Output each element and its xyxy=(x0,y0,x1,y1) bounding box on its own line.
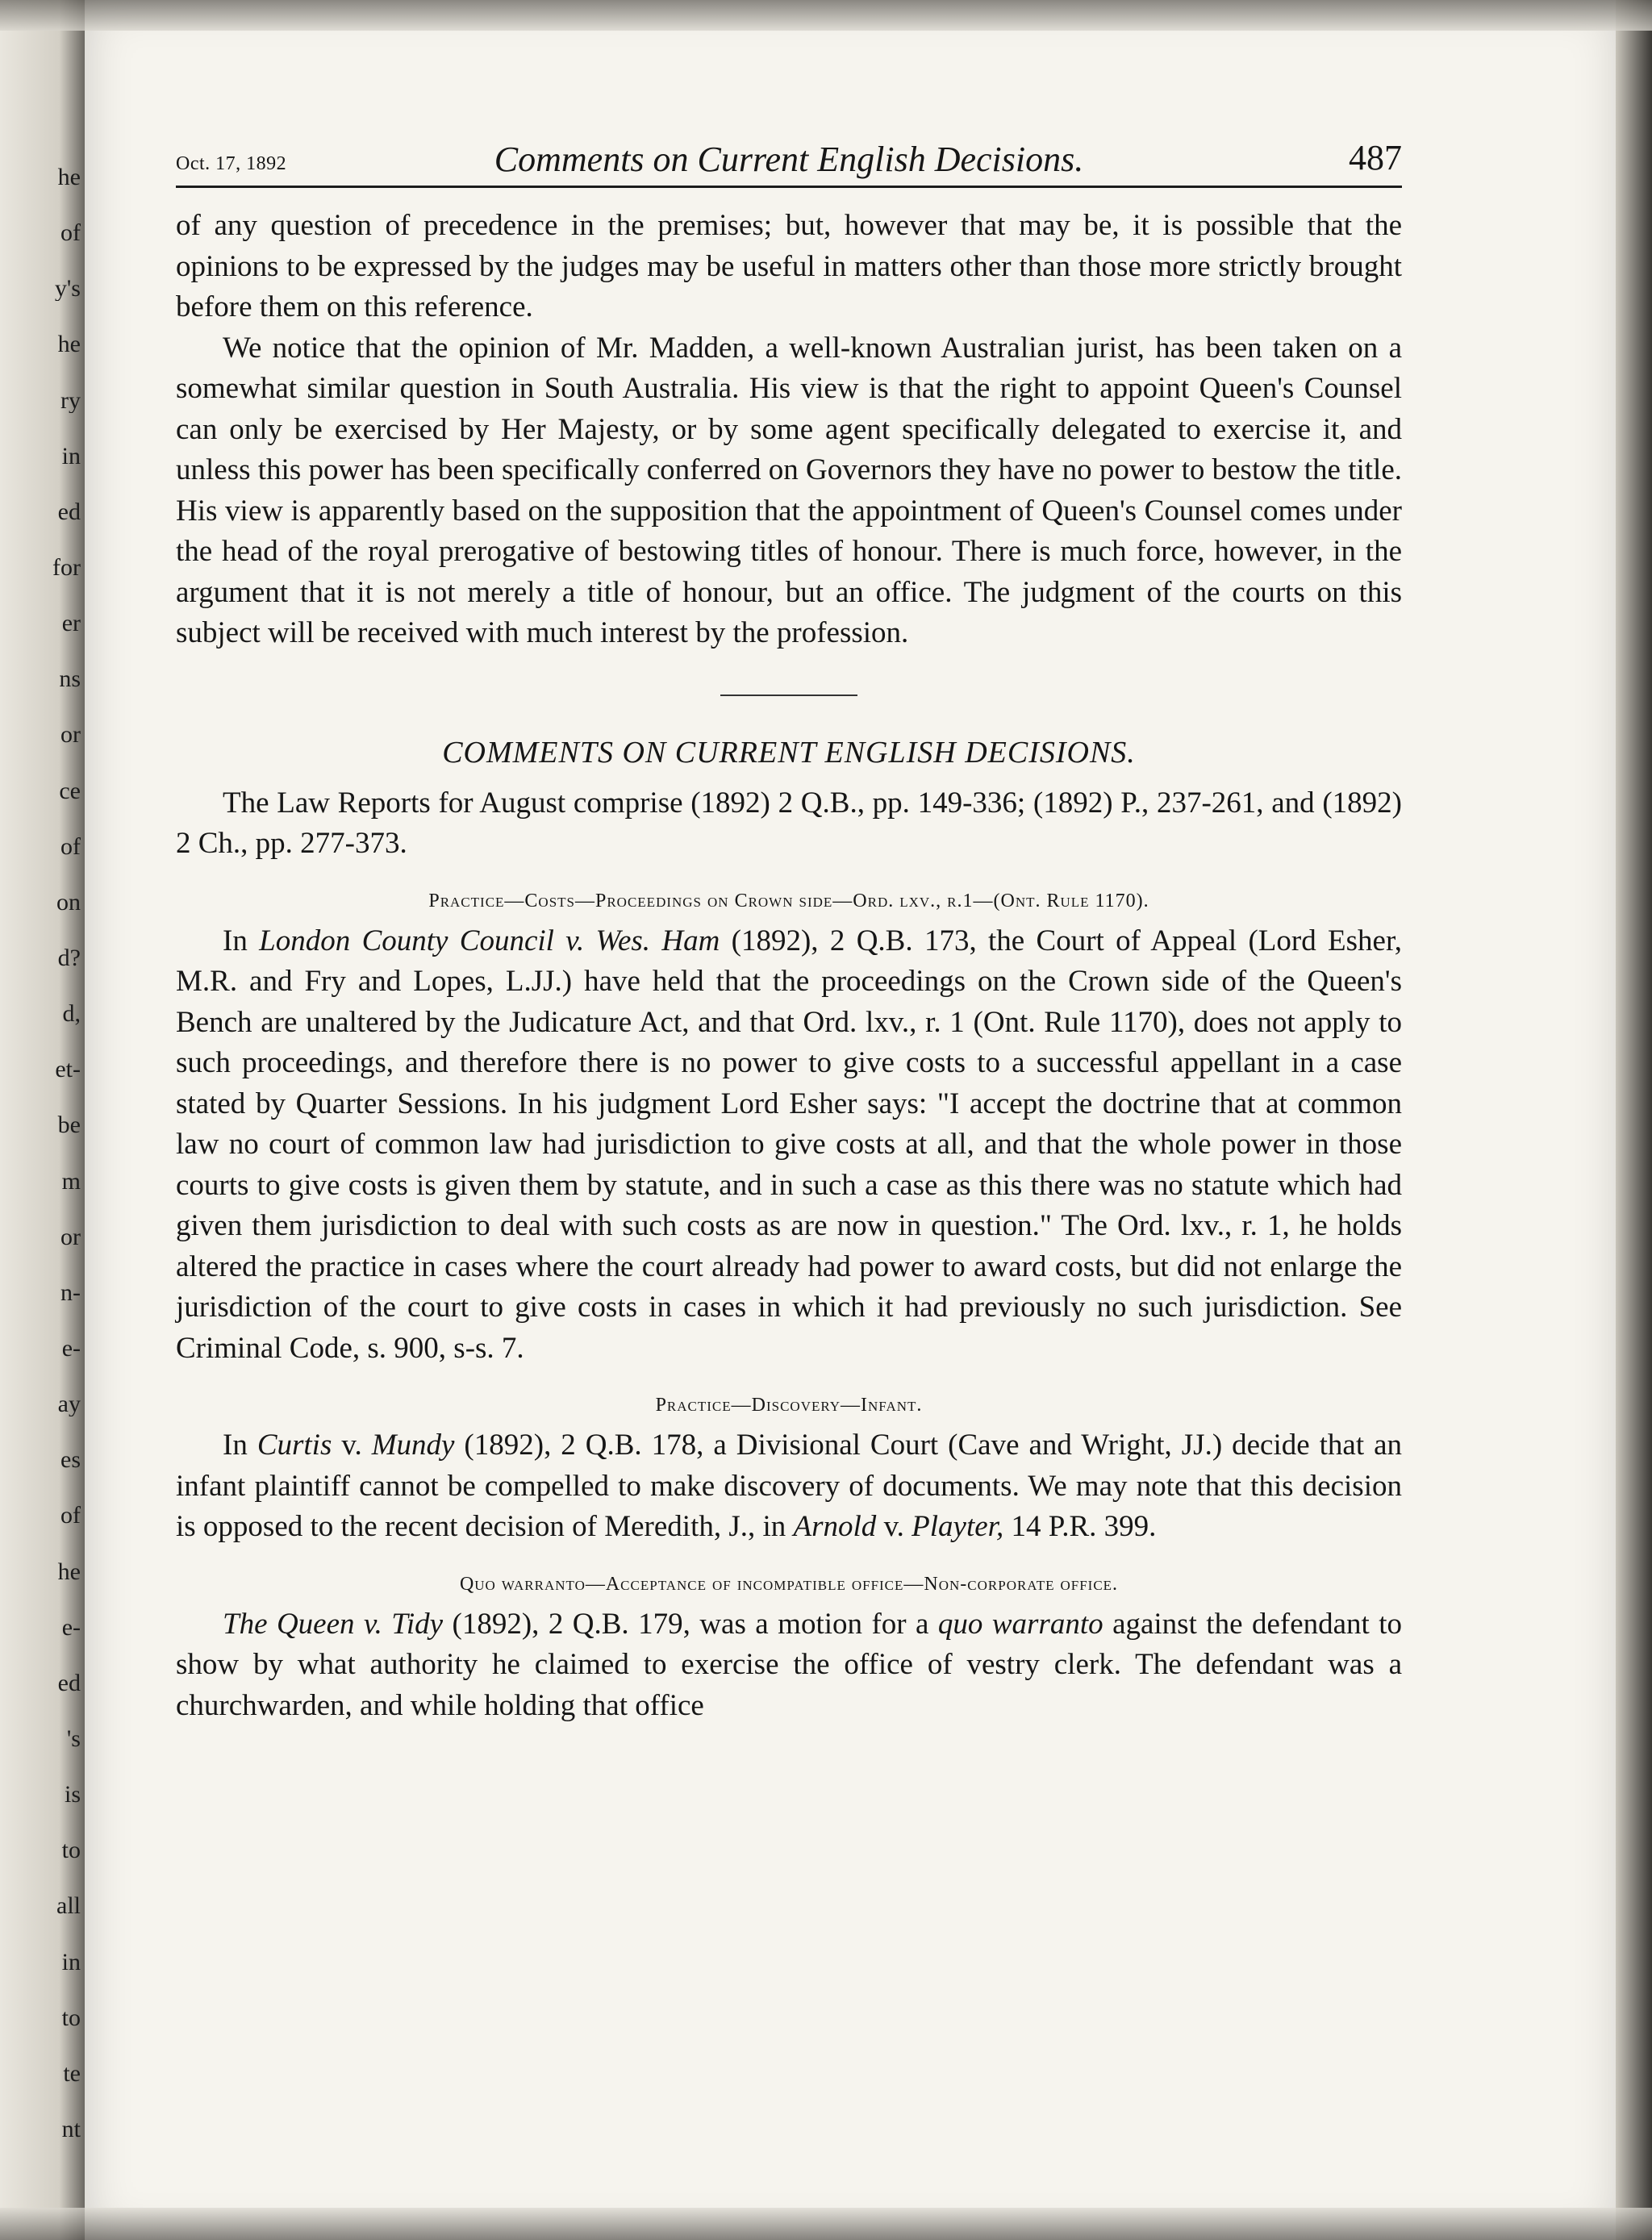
case-heading-costs: Practice—Costs—Proceedings on Crown side—Ord. lxv., r.1—(Ont. Rule 1170). xyxy=(428,890,1149,911)
gutter-fragment: y's xyxy=(54,277,81,301)
gutter-fragment: te xyxy=(63,2062,81,2086)
case-paragraph-costs xyxy=(176,921,1402,1370)
word-versus: v. xyxy=(341,1429,362,1462)
gutter-fragment: d, xyxy=(62,1002,81,1026)
gutter-fragment: ed xyxy=(57,1671,81,1696)
page-edge-top xyxy=(0,0,1652,31)
gutter-fragment: of xyxy=(60,835,81,859)
page-number: 487 xyxy=(1349,138,1402,177)
gutter-fragment: m xyxy=(61,1170,81,1194)
gutter-fragment: is xyxy=(64,1783,81,1807)
gutter-fragment: ry xyxy=(60,389,81,413)
cited-party-a: Arnold xyxy=(793,1510,877,1543)
gutter-fragment: he xyxy=(57,332,81,357)
case-heading-discovery: Practice—Discovery—Infant. xyxy=(655,1395,923,1416)
case-body-end: against the defendant to show by what authority he claimed to exercise the office of vestry clerk. The defendant was a churchwarden, and while holding that office xyxy=(176,1607,1403,1722)
gutter-fragment: d? xyxy=(57,946,81,970)
case-body: (1892), 2 Q.B. 178, a Divisional Court (Cave and Wright, JJ.) decide that an infant plaintiff cannot be compelled to make discovery of documents. We may note that this decision is opposed to the recent decision of Meredith, J., in xyxy=(176,1429,1403,1543)
word-in: In xyxy=(223,924,248,957)
gutter-fragment: e- xyxy=(61,1616,81,1640)
gutter-fragment: of xyxy=(60,221,81,245)
case-paragraph-discovery xyxy=(176,1425,1402,1548)
gutter-fragment: ay xyxy=(57,1392,81,1416)
case-party-a: Curtis xyxy=(257,1429,332,1462)
gutter-fragment: er xyxy=(61,611,81,636)
gutter-fragment: et- xyxy=(55,1057,81,1082)
gutter-fragment: or xyxy=(60,723,81,747)
gutter-fragment: nt xyxy=(61,2117,81,2142)
gutter-fragment: ns xyxy=(59,667,81,691)
header-title: Comments on Current English Decisions. xyxy=(494,140,1084,179)
word-versus: v. xyxy=(883,1510,904,1543)
gutter-fragment: ce xyxy=(59,779,81,803)
gutter-fragment: he xyxy=(57,1560,81,1584)
gutter-fragment: on xyxy=(56,891,81,915)
page-content xyxy=(176,129,1402,1726)
gutter-fragment: or xyxy=(60,1225,81,1249)
case-paragraph-quo-warranto xyxy=(176,1604,1402,1727)
gutter-fragment: e- xyxy=(61,1337,81,1361)
case-body-start: (1892), 2 Q.B. 179, was a motion for a xyxy=(452,1607,929,1641)
paragraph-madden-opinion: We notice that the opinion of Mr. Madden, a well-known Australian jurist, has been taken on a somewhat similar question in South Australia. His view is that the right to appoint Queen's Counsel can only be exercised by Her Majesty, or by some agent specifically delegated to exercise it, and unless this power has been specifically conferred on Governors they have no power to bestow the title. His view is apparently based on the supposition that the appointment of Queen's Counsel comes under the head of the royal prerogative of bestowing titles of honour. There is much force, however, in the argument that it is not merely a title of honour, but an office. The judgment of the courts on this subject will be received with much interest by the profession. xyxy=(176,331,1402,649)
gutter-fragment: of xyxy=(60,1504,81,1528)
gutter-fragment: be xyxy=(57,1113,81,1137)
citation: 14 P.R. 399. xyxy=(1011,1510,1157,1543)
gutter-fragment: in xyxy=(61,444,81,469)
section-title: COMMENTS ON CURRENT ENGLISH DECISIONS. xyxy=(442,735,1136,770)
gutter-fragment: he xyxy=(57,165,81,190)
page-edge-right xyxy=(1616,0,1652,2240)
latin-term: quo warranto xyxy=(937,1607,1103,1641)
paragraph-continuation: of any question of precedence in the premises; but, however that may be, it is possible that the opinions to be expressed by the judges may be useful in matters other than those more strictly brought before them on this reference. xyxy=(176,209,1402,323)
word-in: In xyxy=(223,1429,248,1462)
case-party-b: Mundy xyxy=(371,1429,455,1462)
cited-party-b: Playter, xyxy=(912,1510,1004,1543)
gutter-fragment: 's xyxy=(66,1727,81,1751)
running-header xyxy=(176,129,1402,188)
section-divider xyxy=(720,695,857,696)
gutter-fragment: in xyxy=(61,1950,81,1975)
gutter-fragment: es xyxy=(60,1448,81,1472)
section-intro: The Law Reports for August comprise (1892) 2 Q.B., pp. 149-336; (1892) P., 237-261, and (1892) 2 Ch., pp. 277-373. xyxy=(176,786,1402,860)
gutter-fragment: ed xyxy=(57,500,81,524)
page-edge-bottom xyxy=(0,2208,1652,2240)
gutter-fragment: for xyxy=(52,556,81,580)
case-name: London County Council v. Wes. Ham xyxy=(259,924,720,957)
case-heading-quo-warranto: Quo warranto—Acceptance of incompatible office—Non-corporate office. xyxy=(459,1573,1119,1595)
gutter-fragment: n- xyxy=(60,1281,81,1305)
case-body: (1892), 2 Q.B. 173, the Court of Appeal (Lord Esher, M.R. and Fry and Lopes, L.JJ.) have held that the proceedings on the Crown side of the Queen's Bench are unaltered by the Judicature Act, and that Ord. lxv., r. 1 (Ont. Rule 1170), does not apply to such proceedings, and therefore there is no power to give costs to a successful appellant in a case stated by Quarter Sessions. In his judgment Lord Esher says: "I accept the doctrine that at common law no court of common law had jurisdiction to give costs at all, and that the whole power in those courts to give costs is given them by statute, and in such a case as this there was no statute which had given them jurisdiction to deal with such costs as are now in question." The Ord. lxv., r. 1, he holds altered the practice in cases where the court already had power to award costs, but did not enlarge the jurisdiction of the court to give costs in cases in which it had previously no such jurisdiction. See Criminal Code, s. 900, s-s. 7. xyxy=(176,924,1403,1365)
case-name: The Queen v. Tidy xyxy=(223,1607,444,1641)
gutter-fragment: to xyxy=(61,2006,81,2030)
gutter-fragment: to xyxy=(61,1838,81,1862)
gutter-fragment: all xyxy=(56,1894,81,1918)
header-date: Oct. 17, 1892 xyxy=(176,153,287,174)
